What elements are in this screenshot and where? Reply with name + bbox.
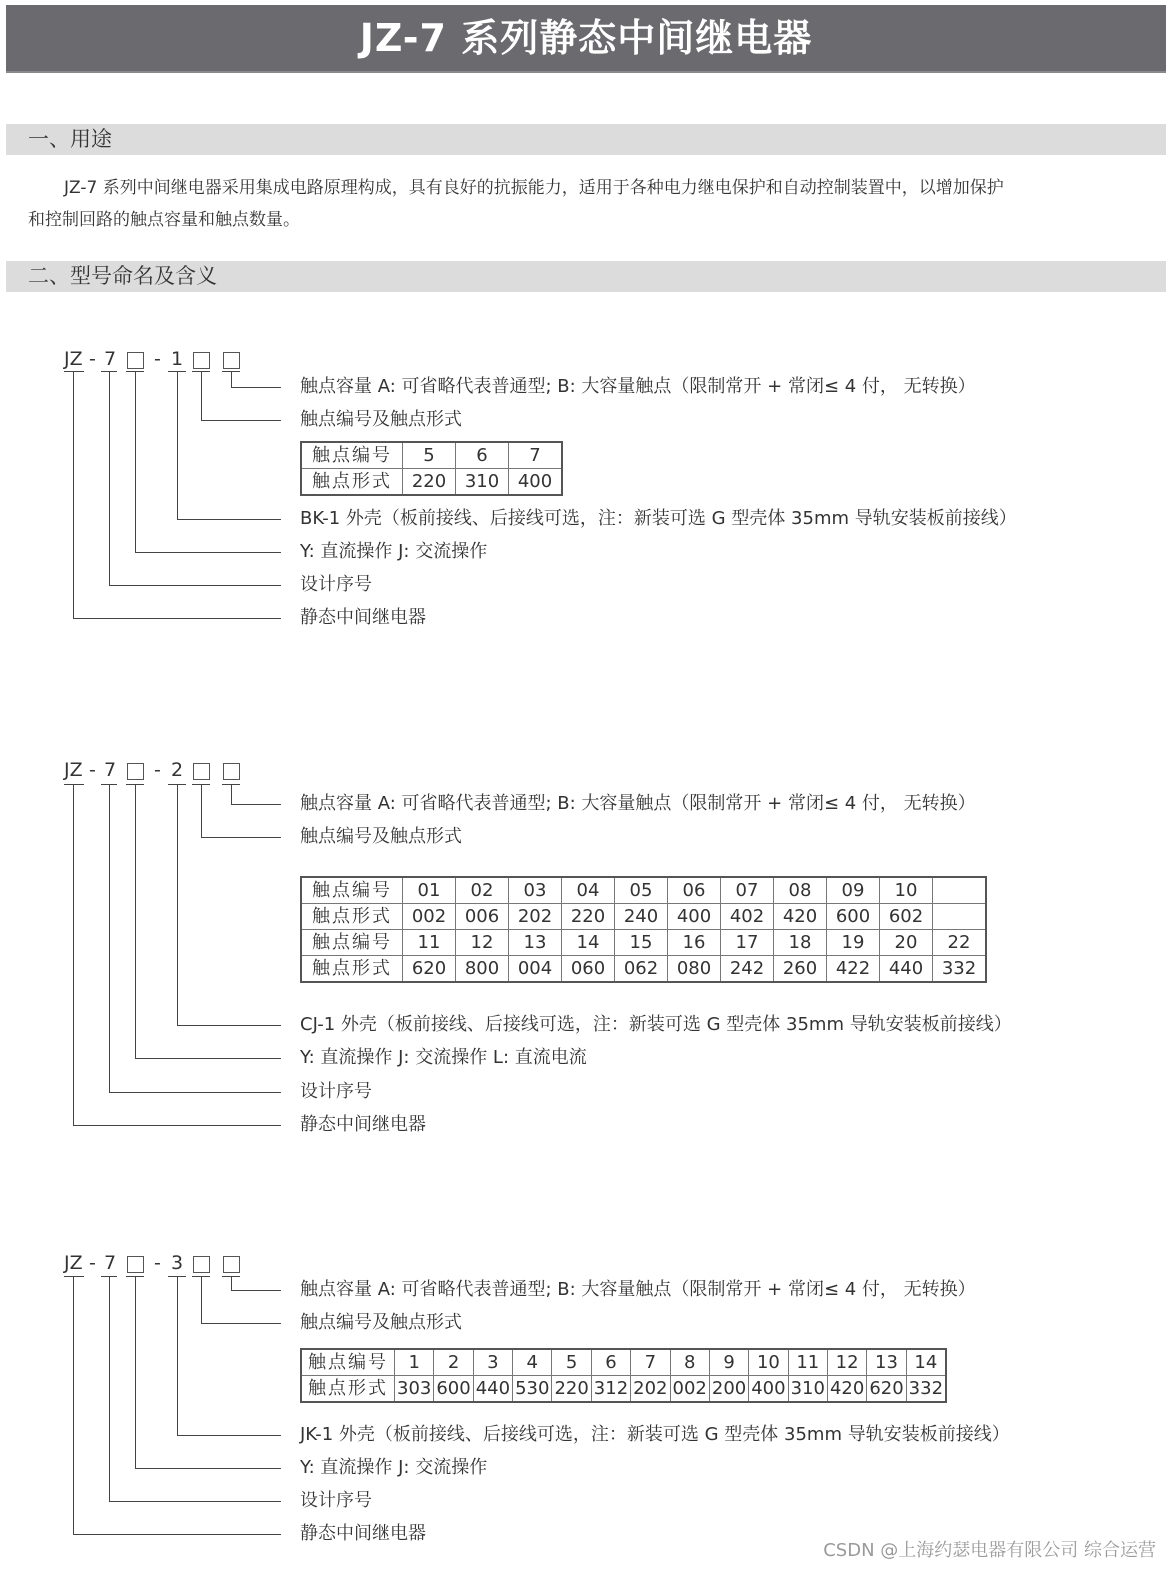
code-series: 1 <box>171 348 184 370</box>
section-heading: 一、用途 <box>28 127 112 151</box>
table-cell <box>933 904 987 930</box>
page-title: JZ-7 系列静态中间继电器 <box>359 16 813 60</box>
section-header-usage <box>6 124 1166 155</box>
table-cell: 600 <box>827 904 880 930</box>
label-housing: CJ-1 外壳（板前接线、后接线可选，注：新装可选 G 型壳体 35mm 导轨安装板前接线） <box>300 1014 1012 1035</box>
table-cell: 080 <box>668 956 721 983</box>
table-cell: 004 <box>509 956 562 983</box>
table-cell: 09 <box>827 877 880 904</box>
table-cell: 6 <box>591 1349 630 1376</box>
table-cell: 13 <box>509 930 562 956</box>
section-header-model-naming <box>6 261 1166 292</box>
code-series: 3 <box>171 1252 184 1274</box>
watermark: CSDN @上海约瑟电器有限公司 综合运营 <box>823 1540 1156 1561</box>
table-cell: 08 <box>774 877 827 904</box>
table-cell: 303 <box>395 1376 434 1403</box>
table-cell: 16 <box>668 930 721 956</box>
table-cell: 19 <box>827 930 880 956</box>
placeholder-box <box>193 1256 210 1273</box>
label-operation: Y: 直流操作 J: 交流操作 <box>300 541 488 562</box>
table-cell: 20 <box>880 930 933 956</box>
table-cell: 5 <box>403 442 456 469</box>
placeholder-box <box>193 352 210 369</box>
row-header: 触点形式 <box>301 904 403 930</box>
section-heading: 二、型号命名及含义 <box>28 264 217 288</box>
table-cell: 3 <box>473 1349 512 1376</box>
code-dash: - <box>89 759 96 781</box>
code-dash: - <box>89 1252 96 1274</box>
table-cell: 14 <box>562 930 615 956</box>
table-cell: 02 <box>456 877 509 904</box>
table-cell: 12 <box>456 930 509 956</box>
code-prefix: JZ <box>64 759 83 781</box>
table-cell: 4 <box>513 1349 552 1376</box>
row-header: 触点形式 <box>301 1376 395 1403</box>
row-header: 触点编号 <box>301 930 403 956</box>
table-cell: 14 <box>906 1349 946 1376</box>
placeholder-box <box>223 763 240 780</box>
label-contact-number-form: 触点编号及触点形式 <box>300 826 462 847</box>
table-cell: 220 <box>552 1376 591 1403</box>
table-cell: 22 <box>933 930 987 956</box>
label-relay: 静态中间继电器 <box>300 607 426 628</box>
label-relay: 静态中间继电器 <box>300 1523 426 1544</box>
table-cell <box>933 877 987 904</box>
table-cell: 05 <box>615 877 668 904</box>
table-cell: 17 <box>721 930 774 956</box>
placeholder-box <box>193 763 210 780</box>
code-prefix: JZ <box>64 348 83 370</box>
code-seven: 7 <box>104 348 117 370</box>
table-cell: 01 <box>403 877 456 904</box>
table-cell: 310 <box>456 469 509 496</box>
label-contact-capacity: 触点容量 A: 可省略代表普通型; B: 大容量触点（限制常开 + 常闭≤ 4 付， 无转换） <box>300 376 976 397</box>
table-cell: 402 <box>721 904 774 930</box>
table-cell: 440 <box>473 1376 512 1403</box>
table-cell: 06 <box>668 877 721 904</box>
table-cell: 620 <box>867 1376 906 1403</box>
label-contact-capacity: 触点容量 A: 可省略代表普通型; B: 大容量触点（限制常开 + 常闭≤ 4 付， 无转换） <box>300 1279 976 1300</box>
table-cell: 7 <box>631 1349 670 1376</box>
label-operation: Y: 直流操作 J: 交流操作 <box>300 1457 488 1478</box>
table-cell: 04 <box>562 877 615 904</box>
table-cell: 422 <box>827 956 880 983</box>
label-design-number: 设计序号 <box>300 574 372 595</box>
table-cell: 800 <box>456 956 509 983</box>
code-dash: - <box>154 1252 161 1274</box>
table-cell: 7 <box>509 442 563 469</box>
code-prefix: JZ <box>64 1252 83 1274</box>
contact-table <box>300 1348 947 1403</box>
table-cell: 242 <box>721 956 774 983</box>
table-cell: 07 <box>721 877 774 904</box>
contact-table <box>300 876 987 983</box>
table-cell: 062 <box>615 956 668 983</box>
label-operation: Y: 直流操作 J: 交流操作 L: 直流电流 <box>300 1047 587 1068</box>
label-contact-number-form: 触点编号及触点形式 <box>300 1312 462 1333</box>
code-dash: - <box>89 348 96 370</box>
table-cell: 240 <box>615 904 668 930</box>
table-cell: 060 <box>562 956 615 983</box>
table-cell: 400 <box>509 469 563 496</box>
table-cell: 600 <box>434 1376 473 1403</box>
table-cell: 18 <box>774 930 827 956</box>
label-contact-capacity: 触点容量 A: 可省略代表普通型; B: 大容量触点（限制常开 + 常闭≤ 4 付， 无转换） <box>300 793 976 814</box>
table-cell: 260 <box>774 956 827 983</box>
table-cell: 9 <box>709 1349 748 1376</box>
row-header: 触点编号 <box>301 877 403 904</box>
placeholder-box <box>127 352 144 369</box>
label-housing: JK-1 外壳（板前接线、后接线可选，注：新装可选 G 型壳体 35mm 导轨安装板前接线） <box>300 1424 1010 1445</box>
table-cell: 12 <box>827 1349 866 1376</box>
usage-paragraph-line-1: JZ-7 系列中间继电器采用集成电路原理构成，具有良好的抗振能力，适用于各种电力继电保护和自动控制装置中，以增加保护 <box>64 178 1004 198</box>
code-seven: 7 <box>104 1252 117 1274</box>
row-header: 触点编号 <box>301 1349 395 1376</box>
table-cell: 2 <box>434 1349 473 1376</box>
table-cell: 6 <box>456 442 509 469</box>
table-cell: 006 <box>456 904 509 930</box>
title-bar <box>6 5 1166 73</box>
table-cell: 220 <box>403 469 456 496</box>
usage-paragraph-line-2: 和控制回路的触点容量和触点数量。 <box>28 210 300 230</box>
label-relay: 静态中间继电器 <box>300 1114 426 1135</box>
table-cell: 420 <box>827 1376 866 1403</box>
row-header: 触点形式 <box>301 956 403 983</box>
table-cell: 202 <box>631 1376 670 1403</box>
label-design-number: 设计序号 <box>300 1081 372 1102</box>
code-dash: - <box>154 759 161 781</box>
table-cell: 13 <box>867 1349 906 1376</box>
table-cell: 420 <box>774 904 827 930</box>
placeholder-box <box>127 1256 144 1273</box>
table-cell: 002 <box>403 904 456 930</box>
table-cell: 8 <box>670 1349 709 1376</box>
table-cell: 400 <box>749 1376 788 1403</box>
table-cell: 332 <box>933 956 987 983</box>
table-cell: 602 <box>880 904 933 930</box>
placeholder-box <box>127 763 144 780</box>
table-cell: 312 <box>591 1376 630 1403</box>
row-header: 触点形式 <box>301 469 403 496</box>
table-cell: 202 <box>509 904 562 930</box>
code-seven: 7 <box>104 759 117 781</box>
table-cell: 10 <box>880 877 933 904</box>
label-contact-number-form: 触点编号及触点形式 <box>300 409 462 430</box>
row-header: 触点编号 <box>301 442 403 469</box>
table-cell: 11 <box>788 1349 827 1376</box>
table-cell: 220 <box>562 904 615 930</box>
table-cell: 1 <box>395 1349 434 1376</box>
table-cell: 310 <box>788 1376 827 1403</box>
table-cell: 10 <box>749 1349 788 1376</box>
label-housing: BK-1 外壳（板前接线、后接线可选，注：新装可选 G 型壳体 35mm 导轨安装板前接线） <box>300 508 1017 529</box>
table-cell: 03 <box>509 877 562 904</box>
code-dash: - <box>154 348 161 370</box>
table-cell: 200 <box>709 1376 748 1403</box>
label-design-number: 设计序号 <box>300 1490 372 1511</box>
placeholder-box <box>223 352 240 369</box>
table-cell: 440 <box>880 956 933 983</box>
table-cell: 620 <box>403 956 456 983</box>
table-cell: 5 <box>552 1349 591 1376</box>
table-cell: 002 <box>670 1376 709 1403</box>
code-series: 2 <box>171 759 184 781</box>
table-cell: 11 <box>403 930 456 956</box>
placeholder-box <box>223 1256 240 1273</box>
table-cell: 400 <box>668 904 721 930</box>
table-cell: 332 <box>906 1376 946 1403</box>
table-cell: 530 <box>513 1376 552 1403</box>
contact-table <box>300 441 563 496</box>
table-cell: 15 <box>615 930 668 956</box>
